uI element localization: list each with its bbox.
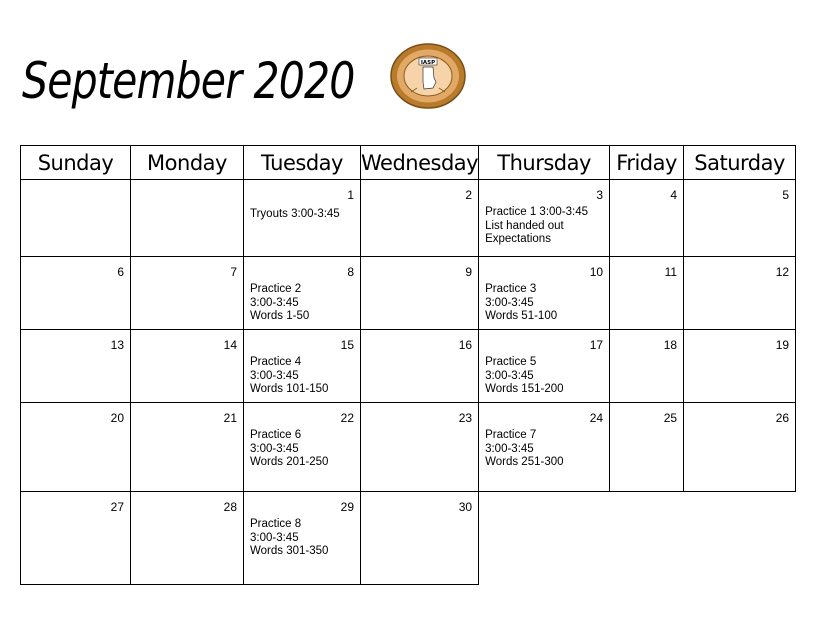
day-cell — [684, 330, 796, 403]
week-row — [21, 492, 796, 585]
day-cell — [610, 180, 684, 257]
day-number: 19 — [775, 338, 790, 352]
day-cell — [131, 257, 244, 330]
day-number: 16 — [458, 338, 473, 352]
day-number: 8 — [347, 265, 354, 279]
event-note — [250, 518, 328, 559]
event-line: Words 251-300 — [485, 456, 564, 469]
day-number: 13 — [110, 338, 124, 352]
day-number: 15 — [340, 338, 354, 352]
event-line: Expectations — [485, 233, 551, 246]
week-row — [21, 257, 796, 330]
day-cell — [21, 403, 131, 492]
day-number: 30 — [458, 500, 473, 514]
weekday-header-row — [21, 146, 796, 180]
event-line: 3:00-3:45 — [485, 369, 534, 382]
event-line: Practice 5 — [485, 356, 537, 368]
event-line: Words 301-350 — [250, 545, 329, 558]
day-number: 25 — [663, 411, 678, 425]
day-number: 24 — [589, 411, 604, 425]
event-note — [250, 356, 328, 397]
event-line: Practice 1 3:00-3:45 — [485, 206, 589, 218]
day-number: 5 — [782, 188, 790, 202]
event-line: 3:00-3:45 — [250, 442, 299, 455]
event-line: 3:00-3:45 — [250, 531, 299, 544]
day-cell — [684, 180, 796, 257]
svg-text:IASP: IASP — [420, 60, 436, 66]
calendar-grid — [20, 145, 796, 585]
page-title: September 2020 — [22, 52, 355, 110]
day-number: 28 — [223, 500, 237, 514]
day-number: 12 — [775, 265, 790, 279]
week-row — [21, 403, 796, 492]
day-cell — [684, 257, 796, 330]
day-number: 29 — [340, 500, 354, 514]
event-note — [485, 283, 557, 324]
event-line: Words 1-50 — [250, 310, 310, 323]
day-number: 23 — [458, 411, 473, 425]
day-cell — [479, 330, 610, 403]
day-cell — [244, 257, 361, 330]
day-number: 14 — [223, 338, 237, 352]
day-cell — [21, 257, 131, 330]
event-line: Words 101-150 — [250, 383, 329, 396]
event-note — [250, 283, 309, 324]
day-cell — [244, 180, 361, 257]
day-number: 26 — [775, 411, 790, 425]
event-note — [485, 356, 563, 397]
weekday-thursday: Thursday — [479, 146, 610, 180]
iasp-logo — [389, 42, 467, 110]
day-cell — [21, 492, 131, 585]
weekday-tuesday: Tuesday — [244, 146, 361, 180]
event-line: Practice 3 — [485, 283, 537, 295]
day-cell — [131, 492, 244, 585]
day-cell — [131, 180, 244, 257]
event-line: Words 201-250 — [250, 456, 329, 469]
day-number: 22 — [340, 411, 354, 425]
event-line: 3:00-3:45 — [250, 296, 299, 309]
day-cell — [479, 403, 610, 492]
day-cell — [21, 180, 131, 257]
day-cell — [479, 180, 610, 257]
weekday-monday: Monday — [131, 146, 244, 180]
week-row — [21, 330, 796, 403]
day-cell — [684, 492, 796, 585]
day-number: 21 — [223, 411, 237, 425]
day-cell — [610, 492, 684, 585]
day-cell — [131, 330, 244, 403]
event-line: Practice 2 — [250, 283, 302, 295]
event-note — [485, 206, 588, 247]
day-cell — [610, 257, 684, 330]
day-number: 4 — [670, 188, 678, 202]
day-number: 9 — [465, 265, 473, 279]
day-cell — [244, 330, 361, 403]
day-cell — [131, 403, 244, 492]
day-cell — [610, 330, 684, 403]
event-note — [485, 429, 563, 470]
day-cell — [244, 403, 361, 492]
event-note — [250, 208, 340, 222]
day-number: 11 — [664, 265, 678, 279]
event-line: Practice 4 — [250, 356, 302, 368]
day-number: 7 — [230, 265, 237, 279]
week-row — [21, 180, 796, 257]
day-cell — [244, 492, 361, 585]
event-line: Practice 6 — [250, 429, 302, 441]
event-line: Tryouts 3:00-3:45 — [250, 208, 340, 220]
day-cell — [361, 257, 479, 330]
day-number: 3 — [596, 188, 604, 202]
event-line: Practice 7 — [485, 429, 537, 441]
day-cell — [361, 492, 479, 585]
day-number: 2 — [465, 188, 473, 202]
weekday-sunday: Sunday — [21, 146, 131, 180]
event-line: List handed out — [485, 219, 564, 232]
day-number: 18 — [663, 338, 678, 352]
day-cell — [610, 403, 684, 492]
day-number: 20 — [110, 411, 124, 425]
event-note — [250, 429, 328, 470]
event-line: 3:00-3:45 — [485, 296, 534, 309]
weekday-friday: Friday — [610, 146, 684, 180]
event-line: Words 51-100 — [485, 310, 558, 323]
day-cell — [21, 330, 131, 403]
day-number: 1 — [347, 188, 354, 202]
day-number: 10 — [589, 265, 604, 279]
event-line: 3:00-3:45 — [250, 369, 299, 382]
day-cell — [361, 403, 479, 492]
day-cell — [479, 257, 610, 330]
weekday-saturday: Saturday — [684, 146, 796, 180]
event-line: Words 151-200 — [485, 383, 564, 396]
day-cell — [479, 492, 610, 585]
day-cell — [361, 180, 479, 257]
event-line: Practice 8 — [250, 518, 302, 530]
day-number: 17 — [589, 338, 604, 352]
day-cell — [684, 403, 796, 492]
day-number: 27 — [110, 500, 124, 514]
day-number: 6 — [117, 265, 124, 279]
weekday-wednesday: Wednesday — [361, 146, 479, 180]
day-cell — [361, 330, 479, 403]
event-line: 3:00-3:45 — [485, 442, 534, 455]
